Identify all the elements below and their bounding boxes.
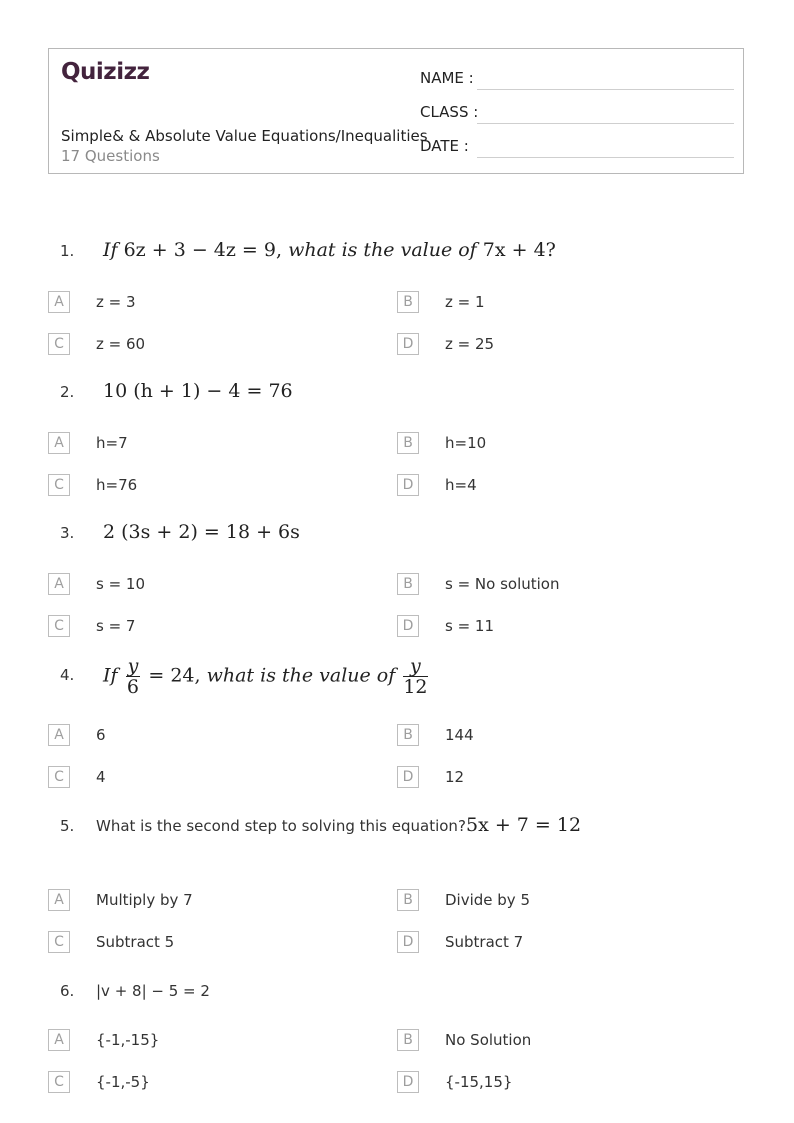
- option-b-box[interactable]: B: [397, 724, 419, 746]
- option-c-box[interactable]: C: [48, 931, 70, 953]
- option-c-text: 4: [96, 768, 106, 786]
- option-b-text: z = 1: [445, 293, 485, 311]
- question-text: 2 (3s + 2) = 18 + 6s: [103, 521, 300, 543]
- class-line[interactable]: [477, 123, 734, 124]
- option-d-text: {-15,15}: [445, 1073, 513, 1091]
- question-text: 10 (h + 1) − 4 = 76: [103, 380, 293, 402]
- option-d-text: s = 11: [445, 617, 495, 635]
- fraction-numerator: y: [127, 655, 139, 677]
- math-equation: 6z + 3 − 4z = 9,: [123, 239, 283, 261]
- option-d-box[interactable]: D: [397, 766, 419, 788]
- math-phrase: what is the value of: [288, 239, 477, 261]
- question-number: 2.: [60, 383, 75, 401]
- quizizz-logo: Quizizz: [61, 59, 150, 85]
- option-a-box[interactable]: A: [48, 724, 70, 746]
- option-c-box[interactable]: C: [48, 333, 70, 355]
- option-c-text: h=76: [96, 476, 138, 494]
- option-d-text: z = 25: [445, 335, 495, 353]
- name-label: NAME :: [420, 69, 474, 87]
- option-a-text: s = 10: [96, 575, 146, 593]
- class-field[interactable]: [420, 103, 734, 125]
- worksheet-title: Simple& & Absolute Value Equations/Inequalities: [61, 127, 428, 145]
- question-number: 3.: [60, 524, 75, 542]
- question-number: 5.: [60, 817, 75, 835]
- option-b-text: No Solution: [445, 1031, 532, 1049]
- class-label: CLASS :: [420, 103, 479, 121]
- option-d-text: Subtract 7: [445, 933, 524, 951]
- option-b-text: s = No solution: [445, 575, 560, 593]
- fraction-numerator: y: [403, 656, 427, 677]
- question-number: 1.: [60, 242, 75, 260]
- option-b-text: 144: [445, 726, 474, 744]
- fraction-denominator: 6: [126, 676, 139, 698]
- option-a-text: {-1,-15}: [96, 1031, 160, 1049]
- option-d-box[interactable]: D: [397, 615, 419, 637]
- question-number: 6.: [60, 982, 75, 1000]
- option-b-box[interactable]: B: [397, 889, 419, 911]
- option-d-box[interactable]: D: [397, 474, 419, 496]
- option-b-box[interactable]: B: [397, 432, 419, 454]
- option-d-box[interactable]: D: [397, 1071, 419, 1093]
- option-a-box[interactable]: A: [48, 291, 70, 313]
- option-a-box[interactable]: A: [48, 573, 70, 595]
- option-a-text: z = 3: [96, 293, 136, 311]
- option-c-text: {-1,-5}: [96, 1073, 150, 1091]
- question-text: [103, 656, 430, 697]
- math-if: If: [103, 664, 118, 687]
- option-a-text: Multiply by 7: [96, 891, 193, 909]
- date-line[interactable]: [477, 157, 734, 158]
- option-d-text: 12: [445, 768, 465, 786]
- option-d-text: h=4: [445, 476, 477, 494]
- date-label: DATE :: [420, 137, 469, 155]
- fraction: [403, 656, 427, 697]
- name-field[interactable]: [420, 69, 734, 91]
- option-b-text: Divide by 5: [445, 891, 530, 909]
- worksheet-header: [48, 48, 744, 174]
- question-number: 4.: [60, 666, 75, 684]
- name-line[interactable]: [477, 89, 734, 90]
- option-a-box[interactable]: A: [48, 889, 70, 911]
- question-count: 17 Questions: [61, 147, 160, 165]
- option-b-box[interactable]: B: [397, 573, 419, 595]
- option-c-text: s = 7: [96, 617, 136, 635]
- option-a-text: h=7: [96, 434, 128, 452]
- question-text: What is the second step to solving this equation?: [96, 817, 466, 835]
- fraction: [126, 656, 141, 697]
- fraction-denominator: 12: [403, 676, 428, 698]
- math-if: If: [103, 239, 118, 261]
- math-expression: 7x + 4?: [482, 239, 556, 261]
- option-a-box[interactable]: A: [48, 432, 70, 454]
- math-equation: = 24,: [148, 664, 201, 687]
- option-d-box[interactable]: D: [397, 333, 419, 355]
- option-b-box[interactable]: B: [397, 1029, 419, 1051]
- option-d-box[interactable]: D: [397, 931, 419, 953]
- option-c-text: z = 60: [96, 335, 146, 353]
- question-math: 5x + 7 = 12: [466, 814, 582, 836]
- option-c-box[interactable]: C: [48, 615, 70, 637]
- option-c-text: Subtract 5: [96, 933, 175, 951]
- option-b-box[interactable]: B: [397, 291, 419, 313]
- option-c-box[interactable]: C: [48, 474, 70, 496]
- option-a-text: 6: [96, 726, 106, 744]
- option-a-box[interactable]: A: [48, 1029, 70, 1051]
- option-b-text: h=10: [445, 434, 487, 452]
- question-text: |v + 8| − 5 = 2: [96, 982, 210, 1000]
- question-text: [103, 239, 556, 261]
- option-c-box[interactable]: C: [48, 1071, 70, 1093]
- option-c-box[interactable]: C: [48, 766, 70, 788]
- date-field[interactable]: [420, 137, 734, 159]
- math-phrase: what is the value of: [206, 664, 396, 687]
